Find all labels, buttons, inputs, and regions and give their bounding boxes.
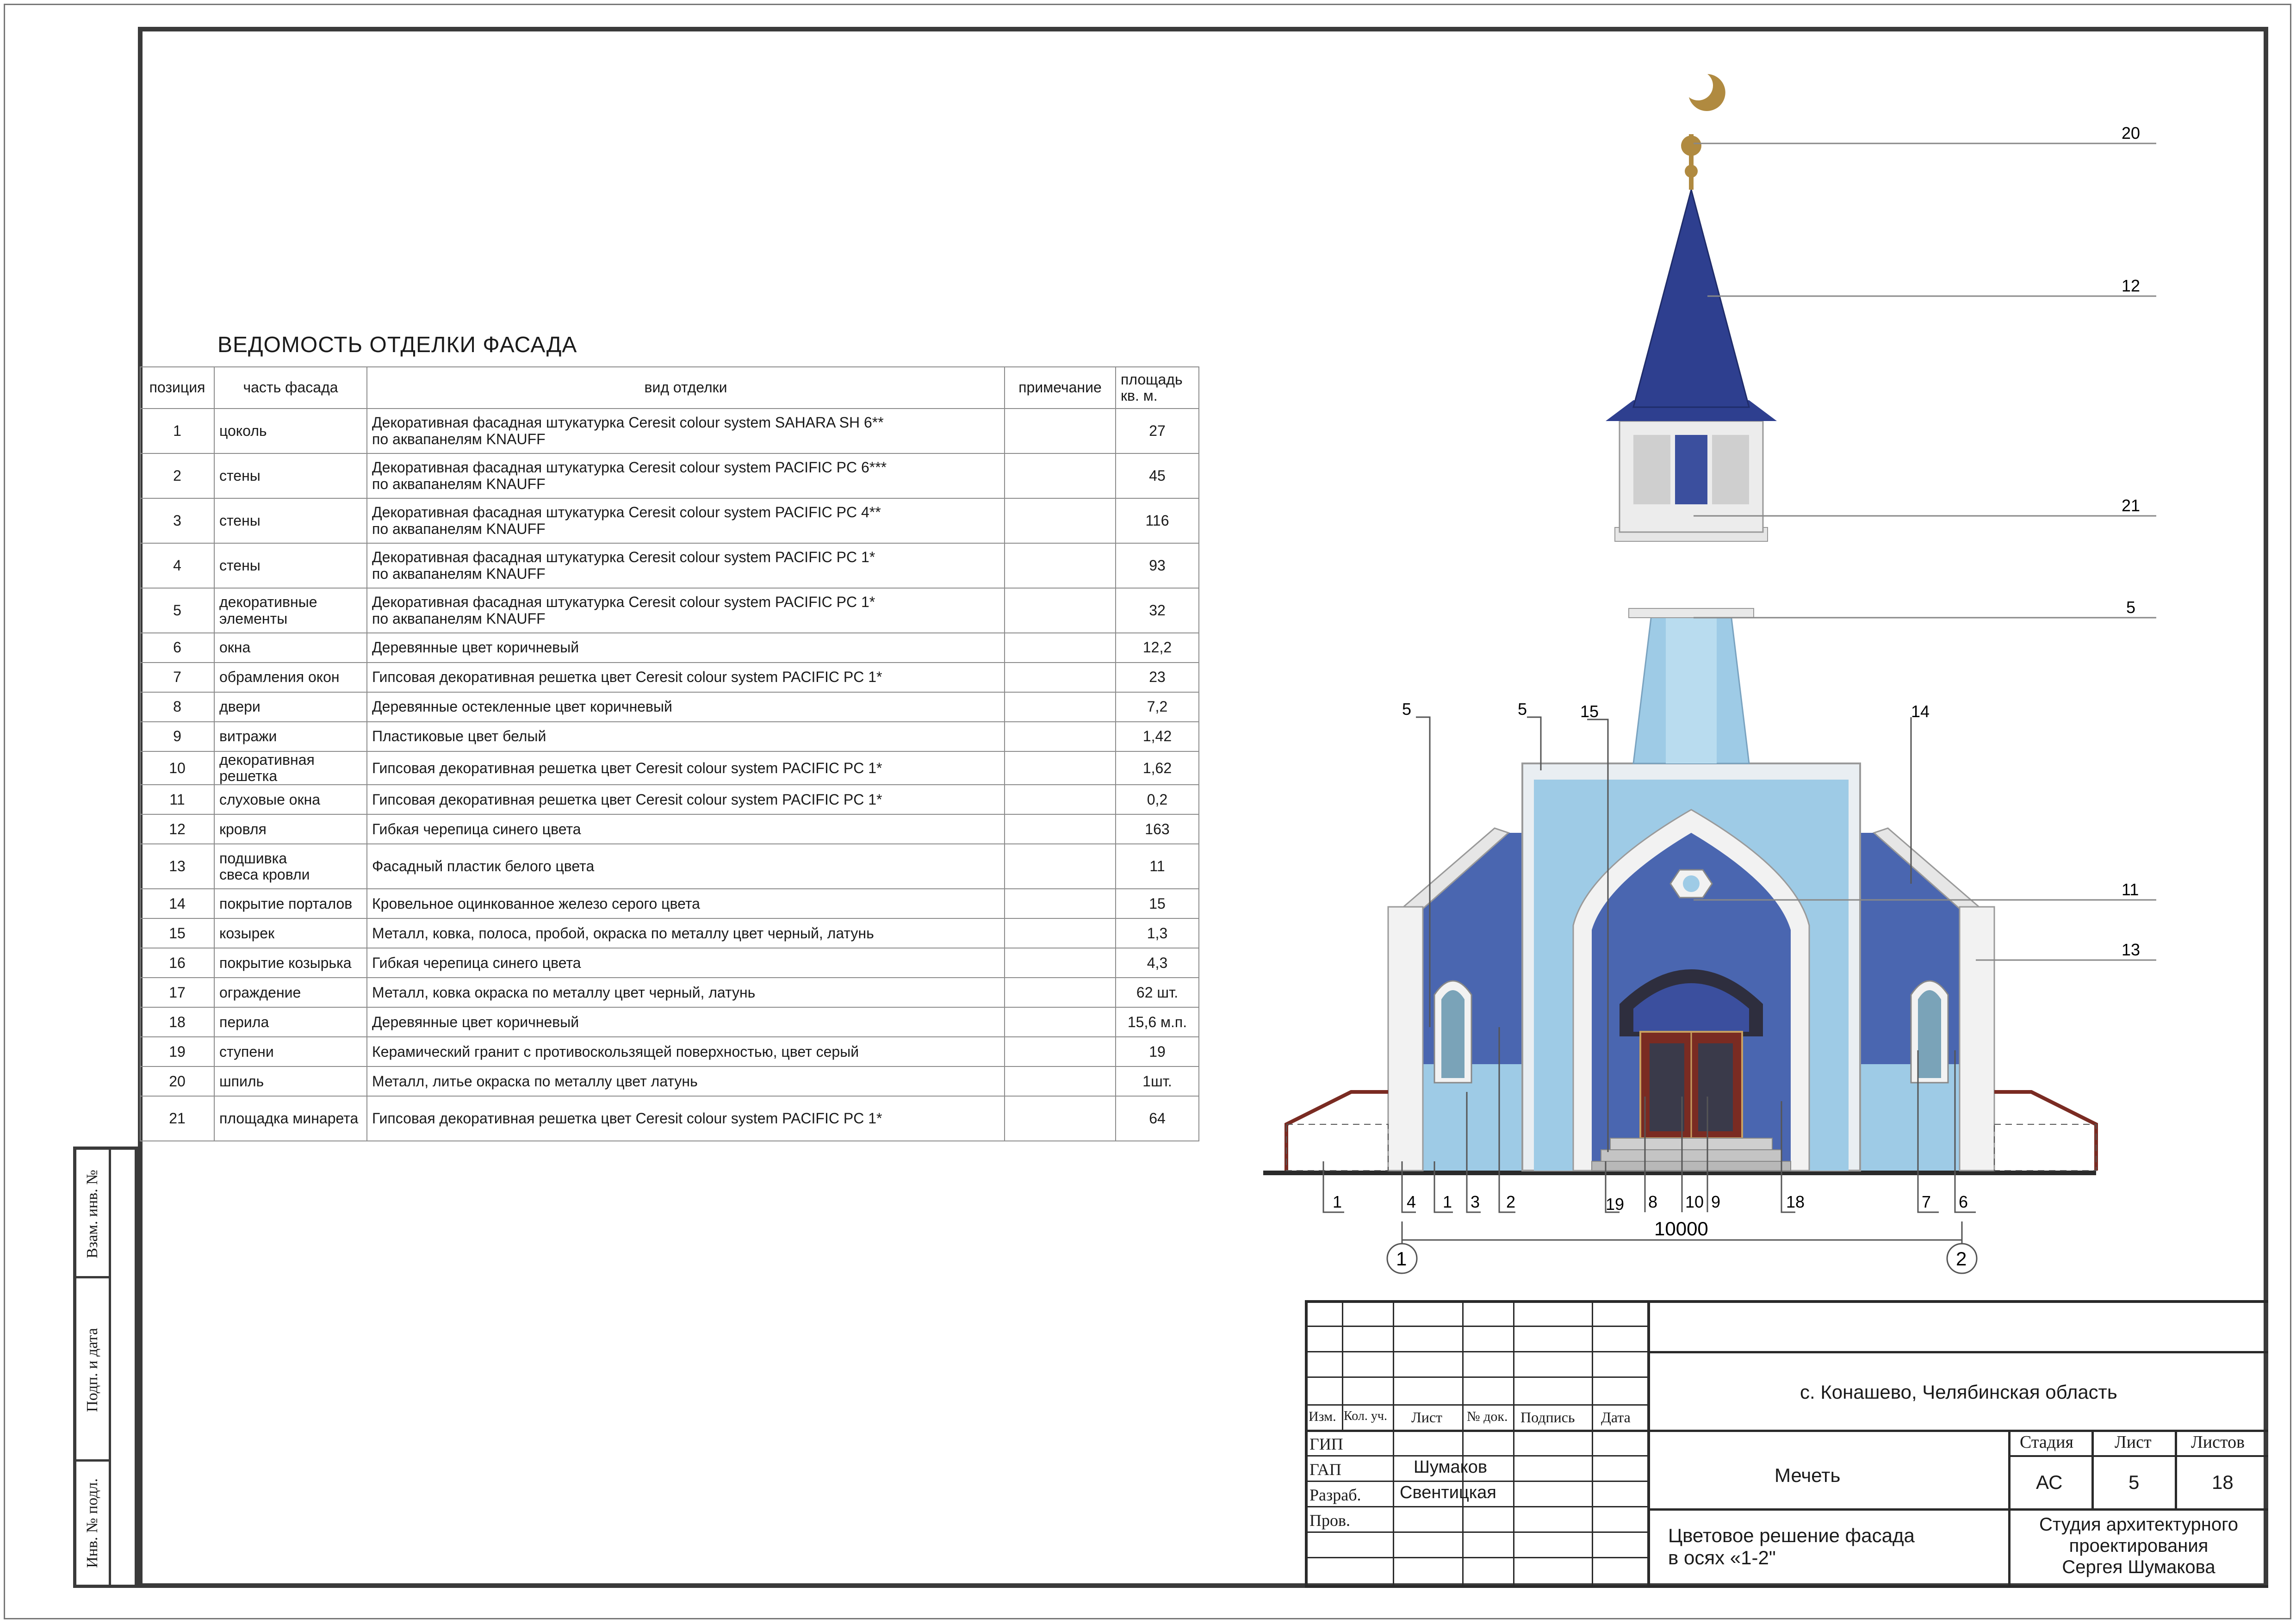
cell-finish: Металл, литье окраска по металлу цвет латунь [367,1066,1005,1096]
table-row [140,1066,1199,1096]
cell-area: 32 [1116,588,1199,633]
callout-20: 20 [2122,124,2141,143]
cell-finish: Декоративная фасадная штукатурка Ceresit colour system PACIFIC PC 1* по аквапанелям KNAUFF [367,543,1005,588]
cell-note [1005,663,1116,692]
tb-line [1305,1376,1647,1378]
callout-12: 12 [2122,276,2141,295]
header-position: позиция [140,367,214,409]
cell-area: 23 [1116,663,1199,692]
tb-line [1462,1300,1464,1588]
cell-note [1005,633,1116,663]
cell-position: 4 [140,543,214,588]
tb-line [2008,1430,2011,1588]
callout-bottom-1a: 1 [1333,1192,1342,1211]
sheet-label: Лист [2115,1432,2152,1452]
tb-line [2091,1430,2094,1508]
window-left-glass [1441,990,1464,1078]
callout-14: 14 [1911,702,1930,721]
cell-part: площадка минарета [214,1096,367,1141]
cell-position: 9 [140,722,214,751]
cell-position: 14 [140,889,214,918]
cell-part: подшивка свеса кровли [214,844,367,889]
cell-note [1005,543,1116,588]
cell-area: 7,2 [1116,692,1199,722]
cell-position: 13 [140,844,214,889]
minaret-lattice-3 [1712,435,1749,504]
facade-elevation [1249,56,2156,1305]
cell-finish: Декоративная фасадная штукатурка Ceresit colour system PACIFIC PC 1* по аквапанелям KNAUFF [367,588,1005,633]
side-stamp-middle: Подп. и дата [84,1328,101,1412]
minaret-lattice-2 [1675,435,1707,504]
tb-line [1305,1300,1308,1588]
cell-finish: Деревянные цвет коричневый [367,633,1005,663]
callout-bottom-10: 10 [1685,1192,1704,1211]
step-1 [1610,1138,1772,1150]
callout-5-right: 5 [2126,598,2136,617]
cell-area: 1шт. [1116,1066,1199,1096]
table-row [140,1037,1199,1066]
step-2 [1601,1150,1781,1161]
razrab-name: Свентицкая [1400,1483,1496,1502]
cell-part: стены [214,543,367,588]
role-gip: ГИП [1309,1435,1343,1453]
cell-position: 2 [140,453,214,498]
cell-position: 7 [140,663,214,692]
cell-position: 17 [140,978,214,1007]
finish-table-title: ВЕДОМОСТЬ ОТДЕЛКИ ФАСАДА [217,333,577,357]
minaret-lattice-1 [1633,435,1670,504]
cell-note [1005,1096,1116,1141]
table-row [140,785,1199,814]
cell-part: окна [214,633,367,663]
stage-value: АС [2036,1471,2063,1493]
table-row [140,918,1199,948]
table-row [140,453,1199,498]
table-row [140,692,1199,722]
cell-position: 8 [140,692,214,722]
cell-position: 19 [140,1037,214,1066]
cell-position: 18 [140,1007,214,1037]
location: с. Конашево, Челябинская область [1800,1381,2117,1403]
tb-line [1305,1506,1647,1507]
tb-line [1305,1430,1647,1432]
header-area: площадь кв. м. [1116,367,1199,409]
title-block [1305,1300,2268,1588]
cell-finish: Пластиковые цвет белый [367,722,1005,751]
tb-line [1305,1404,1647,1406]
cell-finish: Фасадный пластик белого цвета [367,844,1005,889]
tb-line [1305,1326,1647,1327]
cell-note [1005,751,1116,785]
cell-area: 15,6 м.п. [1116,1007,1199,1037]
cell-note [1005,692,1116,722]
callout-13: 13 [2122,940,2141,959]
cell-finish: Гипсовая декоративная решетка цвет Ceresit colour system PACIFIC PC 1* [367,785,1005,814]
role-prov: Пров. [1309,1511,1350,1530]
cell-note [1005,1066,1116,1096]
railing-right [1994,1092,2096,1171]
role-razrab: Разраб. [1309,1486,1361,1504]
tb-line [1647,1351,2268,1353]
pilaster-right [1960,907,1994,1171]
cell-area: 4,3 [1116,948,1199,978]
cell-position: 12 [140,814,214,844]
cell-note [1005,814,1116,844]
cell-position: 6 [140,633,214,663]
side-stamp [73,1147,138,1588]
axis-label-2: 2 [1956,1248,1967,1270]
cell-note [1005,722,1116,751]
cell-part: шпиль [214,1066,367,1096]
table-row [140,498,1199,543]
cell-area: 116 [1116,498,1199,543]
cell-area: 12,2 [1116,633,1199,663]
spire-ball-small [1685,165,1698,178]
cell-part: перила [214,1007,367,1037]
sheets-label: Листов [2191,1432,2245,1452]
cell-part: слуховые окна [214,785,367,814]
cell-part: декоративная решетка [214,751,367,785]
cell-finish: Декоративная фасадная штукатурка Ceresit colour system SAHARA SH 6** по аквапанелям KNAUFF [367,409,1005,453]
cell-position: 21 [140,1096,214,1141]
callout-15: 15 [1580,702,1599,721]
cell-area: 64 [1116,1096,1199,1141]
cell-note [1005,1037,1116,1066]
callout-11: 11 [2122,880,2139,899]
callout-bottom-3: 3 [1471,1192,1480,1211]
callout-bottom-4: 4 [1407,1192,1416,1211]
cell-area: 15 [1116,889,1199,918]
cell-area: 1,3 [1116,918,1199,948]
finish-table-header [140,367,1199,409]
cell-part: кровля [214,814,367,844]
cell-part: стены [214,498,367,543]
callout-bottom-1b: 1 [1443,1192,1452,1211]
table-row [140,889,1199,918]
cell-position: 5 [140,588,214,633]
cell-note [1005,785,1116,814]
tb-line [1647,1508,2268,1511]
balusters-left [1286,1124,1388,1171]
spire-ball [1681,136,1701,156]
callout-bottom-8: 8 [1648,1192,1658,1211]
sheet-title: Цветовое решение фасада в осях «1-2" [1668,1525,1915,1569]
table-row [140,722,1199,751]
cell-area: 19 [1116,1037,1199,1066]
crescent-icon [1689,74,1725,111]
sheet-value: 5 [2128,1471,2140,1493]
cell-finish: Керамический гранит с противоскользящей поверхностью, цвет серый [367,1037,1005,1066]
table-row [140,1096,1199,1141]
table-row [140,978,1199,1007]
cell-part: покрытие порталов [214,889,367,918]
table-row [140,814,1199,844]
cell-area: 62 шт. [1116,978,1199,1007]
callout-21: 21 [2122,496,2141,515]
axis-label-1: 1 [1396,1248,1407,1270]
callout-5-b: 5 [1518,700,1527,719]
cell-area: 1,62 [1116,751,1199,785]
callout-bottom-19: 19 [1606,1195,1625,1214]
callout-5-a: 5 [1402,700,1412,719]
cell-finish: Гипсовая декоративная решетка цвет Ceresit colour system PACIFIC PC 1* [367,751,1005,785]
cell-finish: Гибкая черепица синего цвета [367,948,1005,978]
cell-area: 0,2 [1116,785,1199,814]
table-row [140,588,1199,633]
callout-bottom-9: 9 [1711,1192,1721,1211]
col-doc-no: № док. [1467,1409,1508,1424]
cell-finish: Гибкая черепица синего цвета [367,814,1005,844]
cell-part: покрытие козырька [214,948,367,978]
cell-finish: Гипсовая декоративная решетка цвет Ceresit colour system PACIFIC PC 1* [367,1096,1005,1141]
col-list: Лист [1411,1409,1443,1426]
header-part: часть фасада [214,367,367,409]
cell-finish: Деревянные остекленные цвет коричневый [367,692,1005,722]
minaret-spire-roof [1633,190,1749,407]
table-row [140,751,1199,785]
cell-note [1005,844,1116,889]
col-izm: Изм. [1309,1409,1336,1424]
table-row [140,633,1199,663]
oculus-glass [1683,875,1700,892]
cell-part: декоративные элементы [214,588,367,633]
cell-note [1005,453,1116,498]
tb-line [1305,1300,2268,1303]
studio-name: Студия архитектурного проектирования Сергея Шумакова [2039,1514,2239,1577]
step-3 [1592,1161,1791,1171]
cell-note [1005,889,1116,918]
col-signature: Подпись [1520,1409,1575,1426]
cell-part: ступени [214,1037,367,1066]
cell-note [1005,978,1116,1007]
gap-name: Шумаков [1414,1457,1488,1477]
tb-line [2008,1455,2268,1457]
cell-area: 1,42 [1116,722,1199,751]
door-glass-left [1650,1043,1684,1131]
window-right-glass [1918,990,1941,1078]
tb-line [1305,1531,1647,1533]
cell-part: стены [214,453,367,498]
table-row [140,409,1199,453]
cell-part: двери [214,692,367,722]
table-row [140,1007,1199,1037]
table-row [140,543,1199,588]
cell-part: ограждение [214,978,367,1007]
tb-line [1305,1557,1647,1558]
header-note: примечание [1005,367,1116,409]
table-row [140,663,1199,692]
callout-bottom-6: 6 [1959,1192,1968,1211]
cell-position: 10 [140,751,214,785]
pilaster-left [1388,907,1423,1171]
balusters-right [1994,1124,2096,1171]
col-date: Дата [1601,1409,1631,1426]
cell-note [1005,918,1116,948]
cell-part: обрамления окон [214,663,367,692]
cell-position: 20 [140,1066,214,1096]
tb-line [1513,1300,1514,1588]
side-stamp-top: Взам. инв. № [84,1170,101,1258]
tb-line [1592,1300,1593,1588]
cell-area: 11 [1116,844,1199,889]
stage-label: Стадия [2020,1432,2073,1452]
cell-note [1005,588,1116,633]
cell-part: цоколь [214,409,367,453]
tb-line [1305,1585,2268,1588]
tb-line [2175,1430,2177,1508]
callout-bottom-18: 18 [1786,1192,1805,1211]
cell-position: 3 [140,498,214,543]
cell-note [1005,1007,1116,1037]
callout-bottom-2: 2 [1506,1192,1516,1211]
cell-note [1005,948,1116,978]
cell-finish: Декоративная фасадная штукатурка Ceresit colour system PACIFIC PC 6*** по аквапанелям KNAUFF [367,453,1005,498]
cell-note [1005,498,1116,543]
cell-area: 27 [1116,409,1199,453]
cell-position: 15 [140,918,214,948]
cell-finish: Деревянные цвет коричневый [367,1007,1005,1037]
dimension-value: 10000 [1654,1218,1708,1240]
header-finish: вид отделки [367,367,1005,409]
minaret-ring-lower [1629,608,1754,618]
cell-position: 16 [140,948,214,978]
finish-table [140,366,1199,1141]
door-glass-right [1698,1043,1733,1131]
tb-line [1305,1455,1647,1457]
tb-line [1305,1481,1647,1482]
cell-part: витражи [214,722,367,751]
role-gap: ГАП [1309,1460,1341,1479]
cell-finish: Кровельное оцинкованное железо серого цвета [367,889,1005,918]
tb-line [1393,1300,1394,1588]
col-kol-uch: Кол. уч. [1344,1409,1387,1423]
cell-position: 11 [140,785,214,814]
cell-area: 163 [1116,814,1199,844]
table-row [140,844,1199,889]
railing-left [1286,1092,1388,1171]
cell-note [1005,409,1116,453]
cell-finish: Металл, ковка, полоса, пробой, окраска по металлу цвет черный, латунь [367,918,1005,948]
tb-line [1305,1351,1647,1352]
cell-part: козырек [214,918,367,948]
elevation-drawing [1249,56,2156,1305]
tb-line [1647,1300,1650,1588]
callout-bottom-7: 7 [1922,1192,1931,1211]
object-name: Мечеть [1775,1464,1841,1486]
cell-finish: Металл, ковка окраска по металлу цвет черный, латунь [367,978,1005,1007]
sheets-value: 18 [2212,1471,2234,1493]
cell-area: 93 [1116,543,1199,588]
side-stamp-bottom: Инв. № подл. [84,1478,101,1568]
cell-position: 1 [140,409,214,453]
tb-line [1342,1300,1343,1430]
minaret-shaft-light [1666,611,1717,763]
side-stamp-divider [109,1150,111,1585]
cell-finish: Декоративная фасадная штукатурка Ceresit colour system PACIFIC PC 4** по аквапанелям KNAUFF [367,498,1005,543]
cell-finish: Гипсовая декоративная решетка цвет Ceresit colour system PACIFIC PC 1* [367,663,1005,692]
table-row [140,948,1199,978]
cell-area: 45 [1116,453,1199,498]
